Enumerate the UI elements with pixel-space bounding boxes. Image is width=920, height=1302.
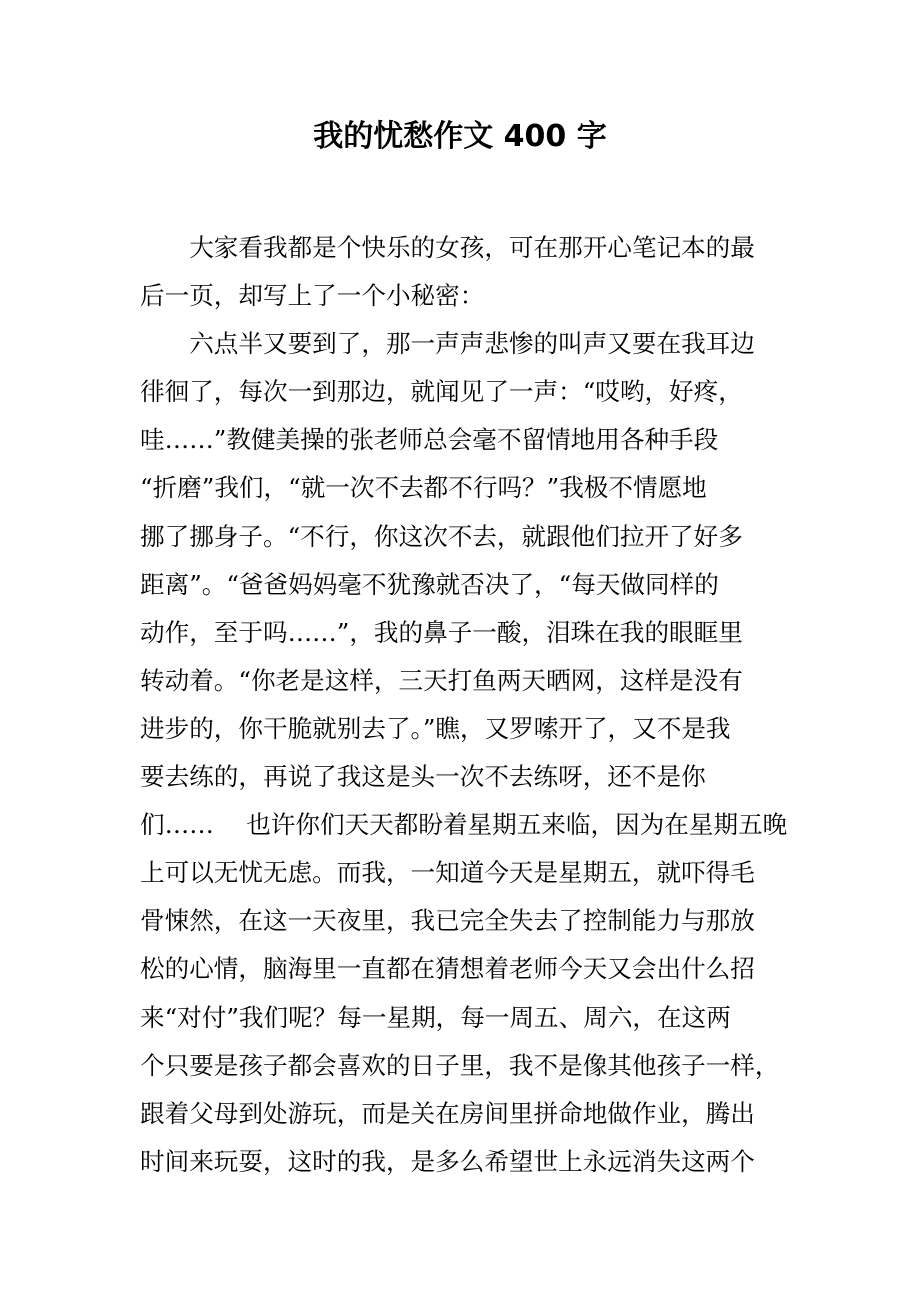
text-line: 挪了挪身子。“不行，你这次不去，就跟他们拉开了好多 [140,521,743,551]
text-line: 时间来玩耍，这时的我，是多么希望世上永远消失这两个 [140,1146,755,1176]
text-line: 动作，至于吗……”，我的鼻子一酸，泪珠在我的眼眶里 [140,617,743,647]
text-line: 六点半又要到了，那一声声悲惨的叫声又要在我耳边 [140,329,755,359]
text-line: 们…… 也许你们天天都盼着星期五来临，因为在星期五晚 [140,810,788,840]
text-line: 进步的，你干脆就别去了。”瞧，又罗嗦开了，又不是我 [140,713,731,743]
text-line: “折磨”我们，“就一次不去都不行吗？”我极不情愿地 [140,473,707,503]
text-line: 距离”。“爸爸妈妈毫不犹豫就否决了，“每天做同样的 [140,569,719,599]
document-body [140,224,800,1186]
text-line: 转动着。“你老是这样，三天打鱼两天晒网，这样是没有 [140,665,743,695]
text-line: 上可以无忧无虑。而我，一知道今天是星期五，就吓得毛 [140,858,755,888]
text-line: 来“对付”我们呢？每一星期，每一周五、周六，在这两 [140,1002,731,1032]
text-line: 大家看我都是个快乐的女孩，可在那开心笔记本的最 [140,233,755,262]
text-line: 要去练的，再说了我这是头一次不去练呀，还不是你 [140,762,706,792]
text-line: 后一页，却写上了一个小秘密： [140,281,485,311]
text-line: 个只要是孩子都会喜欢的日子里，我不是像其他孩子一样， [140,1050,780,1080]
document-title: 我的忧愁作文 400 字 [313,119,607,154]
text-line: 松的心情，脑海里一直都在猜想着老师今天又会出什么招 [140,954,755,984]
text-line: 骨悚然，在这一天夜里，我已完全失去了控制能力与那放 [140,906,755,936]
text-line: 跟着父母到处游玩，而是关在房间里拼命地做作业，腾出 [140,1098,755,1128]
text-line: 徘徊了，每次一到那边，就闻见了一声：“哎哟，好疼， [140,377,743,407]
text-line: 哇……”教健美操的张老师总会毫不留情地用各种手段 [140,425,719,455]
